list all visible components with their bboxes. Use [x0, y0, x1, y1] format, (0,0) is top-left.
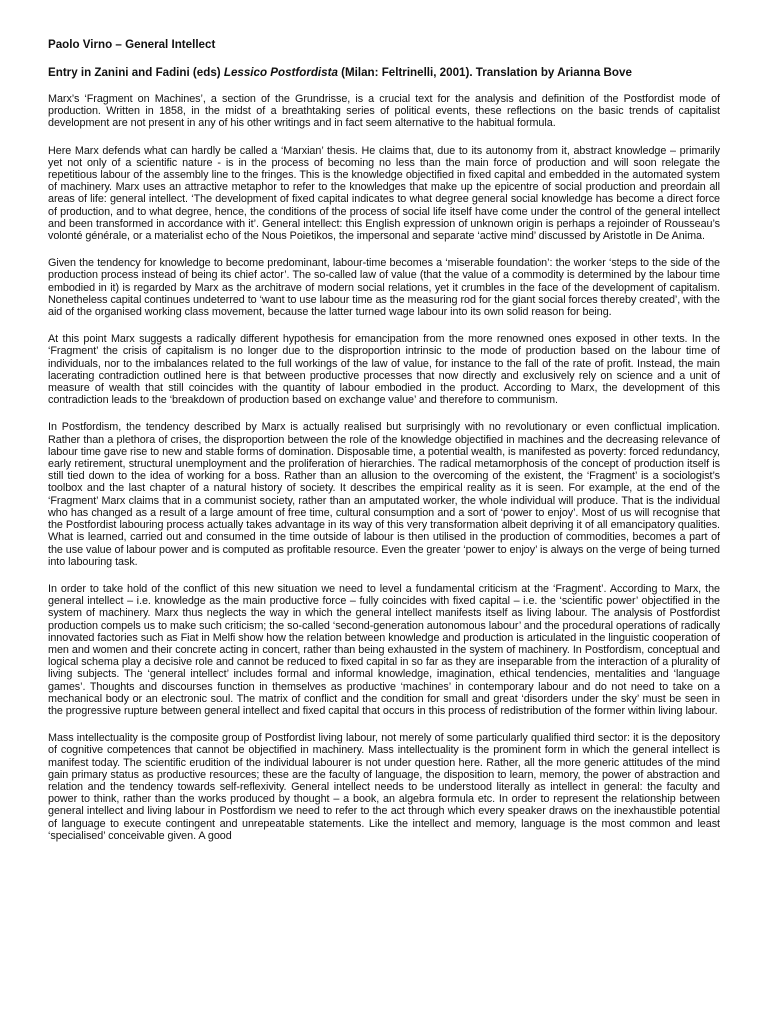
subtitle-suffix: (Milan: Feltrinelli, 2001). Translation by Arianna Bove: [337, 66, 632, 79]
paragraph: Marx’s ‘Fragment on Machines’, a section of the Grundrisse, is a crucial text for the analysis and definition of the Postfordist mode of production. Written in 1858, in the midst of a breathtaking series of political events, these reflections on the basic trends of capitalist development are not present in any of his other writings and in fact seem alternative to the habitual formula.: [48, 93, 720, 130]
paragraph: In Postfordism, the tendency described by Marx is actually realised but surprisingly with no revolutionary or even conflictual implication. Rather than a plethora of crises, the disproportion between the role of the knowledge objectified in machines and the decreasing relevance of labour time gave rise to new and stable forms of domination. Disposable time, a potential wealth, is manifested as poverty: forced redundancy, early retirement, structural unemployment and the proliferation of hierarchies. The radical metamorphosis of the concept of production itself is still tied down to the idea of working for a boss. Rather than an allusion to the overcoming of the existent, the ‘Fragment’ is a sociologist’s toolbox and the last chapter of a natural history of society. It describes the empirical reality as it is seen. For example, at the end of the ‘Fragment’ Marx claims that in a communist society, rather than an amputated worker, the whole individual will produce. That is the individual who has changed as a result of a large amount of free time, cultural consumption and a sort of ‘power to enjoy’. Most of us will recognise that the Postfordist labouring process actually takes advantage in its way of this very transformation albeit depriving it of all emancipatory qualities. What is learned, carried out and consumed in the time outside of labour is then utilised in the production of commodities, becomes a part of the use value of labour power and is computed as profitable resource. Even the greater ‘power to enjoy’ is always on the verge of being turned into labouring task.: [48, 421, 720, 568]
paragraph: Here Marx defends what can hardly be called a ‘Marxian’ thesis. He claims that, due to its autonomy from it, abstract knowledge – primarily yet not only of a scientific nature - is in the process of becoming no less than the main force of production and will soon relegate the repetitious labour of the assembly line to the fringes. This is the knowledge objectified in fixed capital and embedded in the automated system of machinery. Marx uses an attractive metaphor to refer to the knowledges that make up the epicentre of social production and preordain all areas of life: general intellect. ‘The development of fixed capital indicates to what degree general social knowledge has become a direct force of production, and to what degree, hence, the conditions of the process of social life itself have come under the control of the general intellect and been transformed in accordance with it’. General intellect: this English expression of unknown origin is perhaps a rejoinder of Rousseau’s volonté générale, or a materialist echo of the Nous Poietikos, the impersonal and separate ‘active mind’ discussed by Aristotle in De Anima.: [48, 144, 720, 243]
paragraph: At this point Marx suggests a radically different hypothesis for emancipation from the more renowned ones exposed in other texts. In the ‘Fragment’ the crisis of capitalism is no longer due to the disproportion intrinsic to the mode of production based on the labour time of individuals, nor to the imbalances related to the full workings of the law of value, for instance to the fall of the rate of profit. Instead, the main lacerating contradiction outlined here is that between productive processes that now directly and exclusively rely on science and a unit of measure of wealth that still coincides with the quantity of labour embodied in the product. According to Marx, the development of this contradiction leads to the ‘breakdown of production based on exchange value’ and therefore to communism.: [48, 333, 720, 407]
document-title: Paolo Virno – General Intellect: [48, 38, 216, 51]
paragraph: In order to take hold of the conflict of this new situation we need to level a fundamental criticism at the ‘Fragment’. According to Marx, the general intellect – i.e. knowledge as the main productive force – fully coincides with fixed capital – i.e. the ‘scientific power’ objectified in the system of machinery. Marx thus neglects the way in which the general intellect manifests itself as living labour. The analysis of Postfordist production compels us to make such criticism; the so-called ‘second-generation autonomous labour’ and the procedural operations of radically innovated factories such as Fiat in Melfi show how the relation between knowledge and production is articulated in the linguistic cooperation of men and women and their concrete acting in concert, rather than being exhausted in the system of machinery. In Postfordism, conceptual and logical schema play a decisive role and cannot be reduced to fixed capital in so far as they are inseparable from the interaction of a plurality of living subjects. The ‘general intellect’ includes formal and informal knowledge, imagination, ethical tendencies, mentalities and ‘language games’. Thoughts and discourses function in themselves as productive ‘machines’ in contemporary labour and do not need to take on a mechanical body or an electronic soul. The matrix of conflict and the condition for small and great ‘disorders under the sky’ must be seen in the progressive rupture between general intellect and fixed capital that occurs in this process of redistribution of the former within living labour.: [48, 582, 720, 717]
paragraph: Given the tendency for knowledge to become predominant, labour-time becomes a ‘miserable foundation’: the worker ‘steps to the side of the production process instead of being its chief actor’. The so-called law of value (that the value of a commodity is determined by the labour time embodied in it) is regarded by Marx as the architrave of modern social relations, yet it crumbles in the face of the development of capitalism. Nonetheless capital continues undeterred to ‘want to use labour time as the measuring rod for the giant social forces thereby created’, with the aid of the organised working class movement, because the latter turned wage labour into its own solid reason for being.: [48, 257, 720, 319]
paragraph: Mass intellectuality is the composite group of Postfordist living labour, not merely of some particularly qualified third sector: it is the depository of cognitive competences that cannot be objectified in machinery. Mass intellectuality is the prominent form in which the general intellect is manifest today. The scientific erudition of the individual labourer is not under question here. Rather, all the more generic attitudes of the mind gain primary status as productive resources; these are the faculty of language, the disposition to learn, memory, the power of abstraction and relation and the tendency towards self-reflexivity. General intellect needs to be understood literally as intellect in general: the faculty and power to think, rather than the works produced by thought – a book, an algebra formula etc. In order to represent the relationship between general intellect and living labour in Postfordism we need to refer to the act through which every speaker draws on the inexhaustible potential of language to execute contingent and unrepeatable statements. Like the intellect and memory, language is the most common and least ‘specialised’ conceivable given. A good: [48, 732, 720, 842]
document-subtitle: [48, 66, 720, 80]
subtitle-prefix: Entry in Zanini and Fadini (eds): [48, 66, 224, 79]
document-page: [48, 38, 720, 857]
subtitle-book-title: Lessico Postfordista: [223, 66, 338, 79]
